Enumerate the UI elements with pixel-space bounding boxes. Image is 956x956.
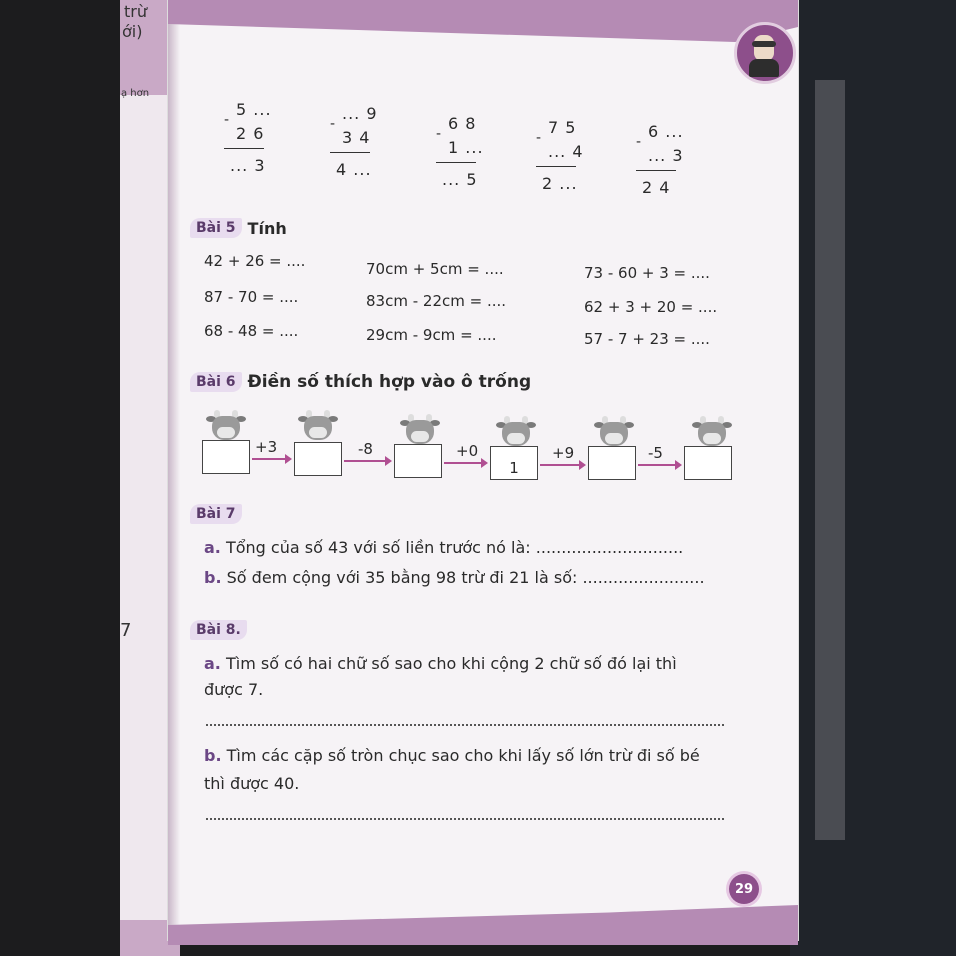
exercise-title: Tính	[247, 218, 287, 238]
exercise-title: Điền số thích hợp vào ô trống	[247, 372, 532, 392]
subtrahend: 2 6	[236, 124, 265, 143]
minus-sign: -	[330, 116, 337, 132]
minus-sign: -	[224, 112, 231, 128]
result-line	[436, 162, 476, 163]
answer-box[interactable]	[588, 446, 636, 480]
expression: 87 - 70 = ....	[204, 288, 299, 306]
difference: ... 5	[442, 170, 478, 189]
answer-box[interactable]	[684, 446, 732, 480]
answer-box[interactable]	[202, 440, 250, 474]
question-label: a.	[204, 538, 221, 557]
question-8b	[204, 746, 700, 765]
difference: 4 ...	[336, 160, 372, 179]
expression: 29cm - 9cm = ....	[366, 326, 497, 344]
question-7a	[204, 538, 683, 557]
answer-line[interactable]	[206, 724, 724, 726]
subtrahend: 1 ...	[448, 138, 484, 157]
left-page-fragment: 7	[120, 620, 132, 641]
difference: 2 4	[642, 178, 671, 197]
minuend: 6 ...	[648, 122, 684, 141]
question-label: b.	[204, 568, 222, 587]
exercise-6-heading	[190, 372, 531, 392]
expression: 73 - 60 + 3 = ....	[584, 264, 710, 282]
question-text: Tổng của số 43 với số liền trước nó là: .............................	[225, 538, 684, 557]
expression: 68 - 48 = ....	[204, 322, 299, 340]
answer-line[interactable]	[206, 818, 724, 820]
exercise-7-heading	[190, 504, 242, 524]
subtrahend: ... 4	[548, 142, 584, 161]
ninja-mascot-icon	[734, 22, 796, 84]
operation-label: +9	[552, 444, 575, 462]
result-line	[330, 152, 370, 153]
result-line	[636, 170, 676, 171]
cow-icon	[400, 414, 440, 448]
operation-label: -5	[648, 444, 663, 462]
exercise-8-heading	[190, 620, 247, 640]
minus-sign: -	[536, 130, 543, 146]
arrow-right-icon	[444, 462, 486, 464]
exercise-tag: Bài 7	[190, 504, 242, 524]
exercise-tag: Bài 8.	[190, 620, 247, 640]
question-text: Tìm các cặp số tròn chục sao cho khi lấy số lớn trừ đi số bé	[226, 746, 700, 765]
result-line	[224, 148, 264, 149]
cow-icon	[206, 410, 246, 444]
exercise-tag: Bài 5	[190, 218, 242, 238]
question-label: a.	[204, 654, 221, 673]
operation-label: +0	[456, 442, 479, 460]
arrow-right-icon	[252, 458, 290, 460]
minuend: 5 ...	[236, 100, 272, 119]
question-text-continued: thì được 40.	[204, 774, 300, 793]
operation-label: +3	[255, 438, 278, 456]
left-page-fragment: ới)	[122, 22, 143, 41]
expression: 42 + 26 = ....	[204, 252, 306, 270]
exercise-tag: Bài 6	[190, 372, 242, 392]
question-label: b.	[204, 746, 222, 765]
left-page-fragment: trừ	[124, 2, 147, 21]
difference: ... 3	[230, 156, 266, 175]
arrow-right-icon	[344, 460, 390, 462]
expression: 70cm + 5cm = ....	[366, 260, 504, 278]
subtrahend: 3 4	[342, 128, 371, 147]
arrow-right-icon	[540, 464, 584, 466]
result-line	[536, 166, 576, 167]
expression: 57 - 7 + 23 = ....	[584, 330, 710, 348]
question-text: Tìm số có hai chữ số sao cho khi cộng 2 chữ số đó lại thì	[225, 654, 677, 673]
arrow-right-icon	[638, 464, 680, 466]
cow-icon	[594, 416, 634, 450]
cow-icon	[692, 416, 732, 450]
answer-box[interactable]	[294, 442, 342, 476]
minuend: 7 5	[548, 118, 577, 137]
minus-sign: -	[436, 126, 443, 142]
answer-box[interactable]	[394, 444, 442, 478]
exercise-5-heading	[190, 218, 287, 238]
left-page-fragment: ạ hơn	[121, 88, 150, 99]
page-number: 29	[729, 874, 759, 904]
minuend: 6 8	[448, 114, 477, 133]
operation-label: -8	[358, 440, 373, 458]
question-text-continued: được 7.	[204, 680, 264, 699]
cow-icon	[298, 410, 338, 444]
question-8a	[204, 654, 677, 673]
expression: 83cm - 22cm = ....	[366, 292, 507, 310]
difference: 2 ...	[542, 174, 578, 193]
minus-sign: -	[636, 134, 643, 150]
minuend: ... 9	[342, 104, 378, 123]
question-7b	[204, 568, 705, 587]
subtrahend: ... 3	[648, 146, 684, 165]
cow-icon	[496, 416, 536, 450]
background-book-edge	[815, 80, 845, 840]
question-text: Số đem cộng với 35 bằng 98 trừ đi 21 là số: ........................	[226, 568, 705, 587]
expression: 62 + 3 + 20 = ....	[584, 298, 718, 316]
answer-box[interactable]: 1	[490, 446, 538, 480]
page-spine-shadow	[168, 0, 180, 940]
